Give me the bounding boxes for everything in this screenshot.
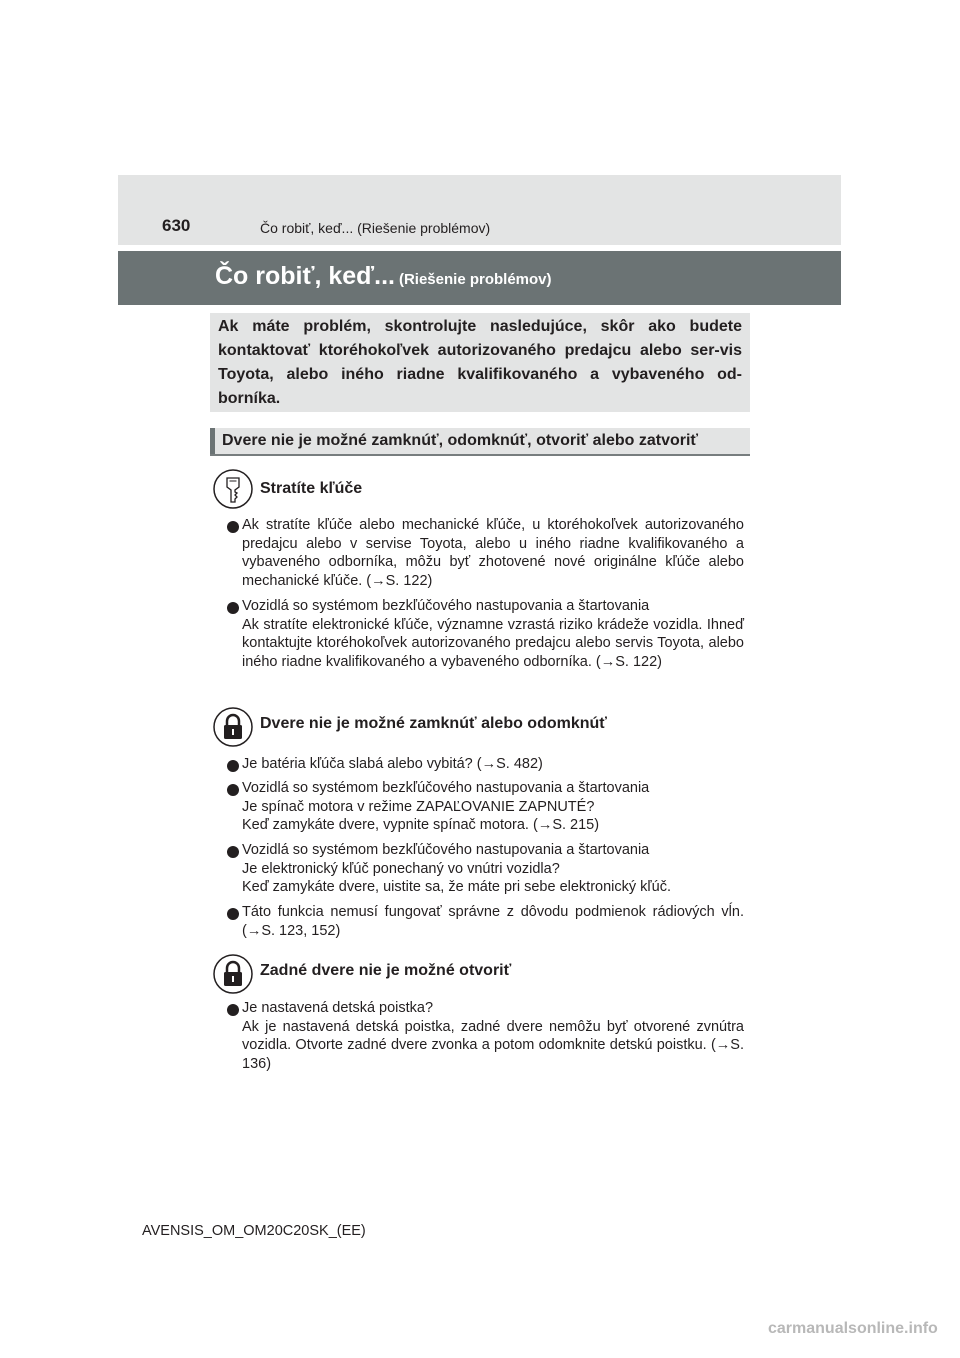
section-heading: Dvere nie je možné zamknúť, odomknúť, otvoriť alebo zatvoriť [222,432,699,449]
footer-code: AVENSIS_OM_OM20C20SK_(EE) [142,1223,366,1239]
lock-icon [213,954,253,994]
subheading-lost-keys: Stratíte kľúče [260,480,363,497]
page-title-main: Čo robiť, keď... [215,262,395,290]
bullet [227,846,239,858]
running-title: Čo robiť, keď... (Riešenie problémov) [260,220,491,236]
bullet [227,521,239,533]
intro-text: Ak máte problém, skontrolujte nasledujúce, skôr ako budete kontaktovať ktoréhokoľvek autorizovaného predajcu alebo ser-vis Toyota, alebo iného riadne kvalifikovaného a vybaveného od-borníka. [218,318,742,407]
list-item: Vozidlá so systémom bezkľúčového nastupovania a štartovania Ak stratíte elektronické kľúče, významne vzrastá riziko krádeže vozidla. Ihneď kontaktujte ktoréhokoľvek autorizovaného predajcu alebo servis Toyota, alebo iného riadne kvalifikovaného a vybaveného odborníka. (→S. 122) [242,598,744,670]
list-item: Je batéria kľúča slabá alebo vybitá? (→S. 482) [242,756,543,772]
list-item: Vozidlá so systémom bezkľúčového nastupovania a štartovania Je spínač motora v režime ZAPAĽOVANIE ZAPNUTÉ? Keď zamykáte dvere, vypnite spínač motora. (→S. 215) [242,780,650,833]
bullet [227,784,239,796]
subheading-lock-unlock: Dvere nie je možné zamknúť alebo odomknúť [260,715,607,732]
bullet [227,602,239,614]
list-item: Táto funkcia nemusí fungovať správne z dôvodu podmienok rádiových vĺn. (→S. 123, 152) [242,904,744,939]
page-number: 630 [162,216,191,235]
list-item: Je nastavená detská poistka? Ak je nastavená detská poistka, zadné dvere nemôžu byť otvorené zvnútra vozidla. Otvorte zadné dvere zvonka a potom odomknite detskú poistku. (→S. 136) [242,1000,744,1072]
watermark: carmanualsonline.info [768,1320,938,1337]
list-item: Vozidlá so systémom bezkľúčového nastupovania a štartovania Je elektronický kľúč ponechaný vo vnútri vozidla? Keď zamykáte dvere, uistite sa, že máte pri sebe elektronický kľúč. [242,842,671,895]
bullet [227,760,239,772]
key-icon [213,469,253,509]
lock-icon [213,707,253,747]
bullet [227,908,239,920]
page-title [215,262,552,291]
bullet [227,1004,239,1016]
subheading-rear-door: Zadné dvere nie je možné otvoriť [260,962,512,979]
list-item: Ak stratíte kľúče alebo mechanické kľúče, u ktoréhokoľvek autorizovaného predajcu alebo v servise Toyota, alebo u iného riadne kvalifikovaného a vybaveného odborníka, môžu byť zhotovené nové originálne kľúče alebo mechanické kľúče. (→S. 122) [242,517,744,589]
page-title-sub: (Riešenie problémov) [398,271,552,288]
